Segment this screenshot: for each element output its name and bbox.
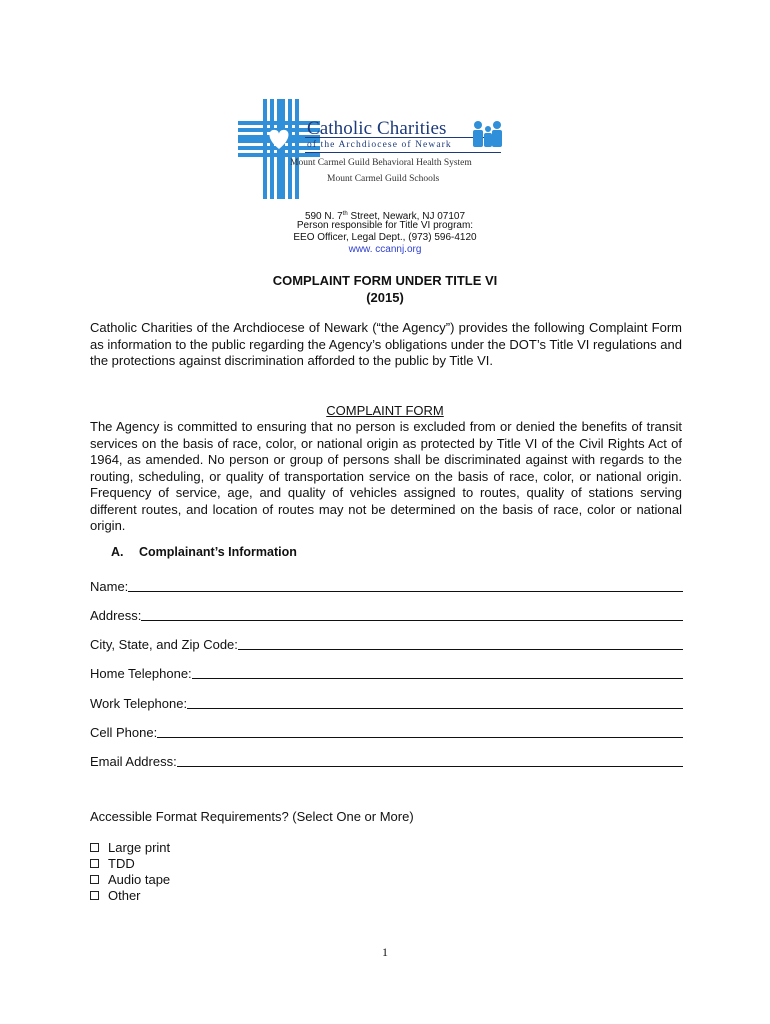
checkbox-icon[interactable]	[90, 891, 99, 900]
email-address-field[interactable]	[90, 751, 683, 769]
checkbox-icon[interactable]	[90, 875, 99, 884]
accessible-format-question: Accessible Format Requirements? (Select One or More)	[90, 809, 414, 824]
work-telephone-input-line[interactable]	[187, 694, 683, 709]
section-title: Complainant’s Information	[139, 545, 297, 559]
form-title: COMPLAINT FORM UNDER TITLE VI	[272, 273, 498, 288]
address-input-line[interactable]	[141, 606, 683, 621]
name-input-line[interactable]	[128, 577, 683, 592]
field-label: Email Address:	[90, 754, 177, 769]
logo-subtitle: of the Archdiocese of Newark	[307, 140, 452, 150]
family-icon	[470, 119, 504, 147]
street-suffix: Street, Newark, NJ 07107	[347, 211, 466, 222]
home-telephone-input-line[interactable]	[192, 664, 683, 679]
page-number: 1	[382, 945, 388, 959]
address-field[interactable]	[90, 605, 683, 623]
logo-tagline-schools: Mount Carmel Guild Schools	[327, 174, 440, 184]
field-label: City, State, and Zip Code:	[90, 637, 238, 652]
cell-phone-field[interactable]	[90, 722, 683, 740]
field-label: Work Telephone:	[90, 696, 188, 711]
city-state-zip-field[interactable]	[90, 634, 683, 652]
option-label: TDD	[108, 856, 135, 871]
checkbox-icon[interactable]	[90, 859, 99, 868]
responsible-person: Person responsible for Title VI program:	[296, 220, 474, 231]
option-large-print[interactable]	[90, 840, 170, 855]
eeo-officer: EEO Officer, Legal Dept., (973) 596-4120	[293, 232, 477, 243]
home-telephone-field[interactable]	[90, 663, 683, 681]
field-label: Address:	[90, 608, 142, 623]
street-prefix: 590 N. 7	[304, 211, 343, 222]
option-label: Other	[108, 888, 141, 903]
section-a-heading	[111, 545, 297, 559]
field-label: Cell Phone:	[90, 725, 158, 740]
city-state-zip-input-line[interactable]	[238, 635, 683, 650]
complaint-form-body: The Agency is committed to ensuring that no person is excluded from or denied the benefits of transit services on the basis of race, color, or national origin as protected by Title VI of the Civil Rights Act of 1964, as amended. No person or group of persons shall be discriminated against with regards to the routing, scheduling, or quality of transportation service on the basis of race, color, or national origin. Frequency of service, age, and quality of vehicles assigned to routes, quality of stations serving different routes, and location of routes may not be determined on the basis of race, color or national origin.	[90, 419, 682, 533]
field-label: Name:	[90, 579, 129, 594]
logo-title: Catholic Charities	[307, 118, 447, 139]
work-telephone-field[interactable]	[90, 693, 683, 711]
option-label: Audio tape	[108, 872, 171, 887]
logo-tagline-health: Mount Carmel Guild Behavioral Health System	[290, 158, 472, 168]
complaint-form-heading: COMPLAINT FORM	[326, 403, 444, 418]
website-link[interactable]: www. ccannj.org	[348, 244, 422, 255]
intro-paragraph: Catholic Charities of the Archdiocese of Newark (“the Agency”) provides the following Complaint Form as information to the public regarding the Agency’s obligations under the DOT’s Title VI regulations and the protections against discrimination afforded to the public by Title VI.	[90, 320, 682, 368]
form-year: (2015)	[366, 290, 404, 305]
option-other[interactable]	[90, 888, 141, 903]
name-field[interactable]	[90, 576, 683, 594]
section-letter: A.	[111, 545, 124, 559]
checkbox-icon[interactable]	[90, 843, 99, 852]
option-tdd[interactable]	[90, 856, 135, 871]
street-ordinal: th	[342, 211, 348, 217]
catholic-charities-logo	[238, 99, 508, 203]
cell-phone-input-line[interactable]	[157, 723, 683, 738]
logo-rule-bottom	[305, 152, 501, 153]
option-audio-tape[interactable]	[90, 872, 170, 887]
email-address-input-line[interactable]	[177, 752, 683, 767]
option-label: Large print	[108, 840, 171, 855]
field-label: Home Telephone:	[90, 666, 192, 681]
